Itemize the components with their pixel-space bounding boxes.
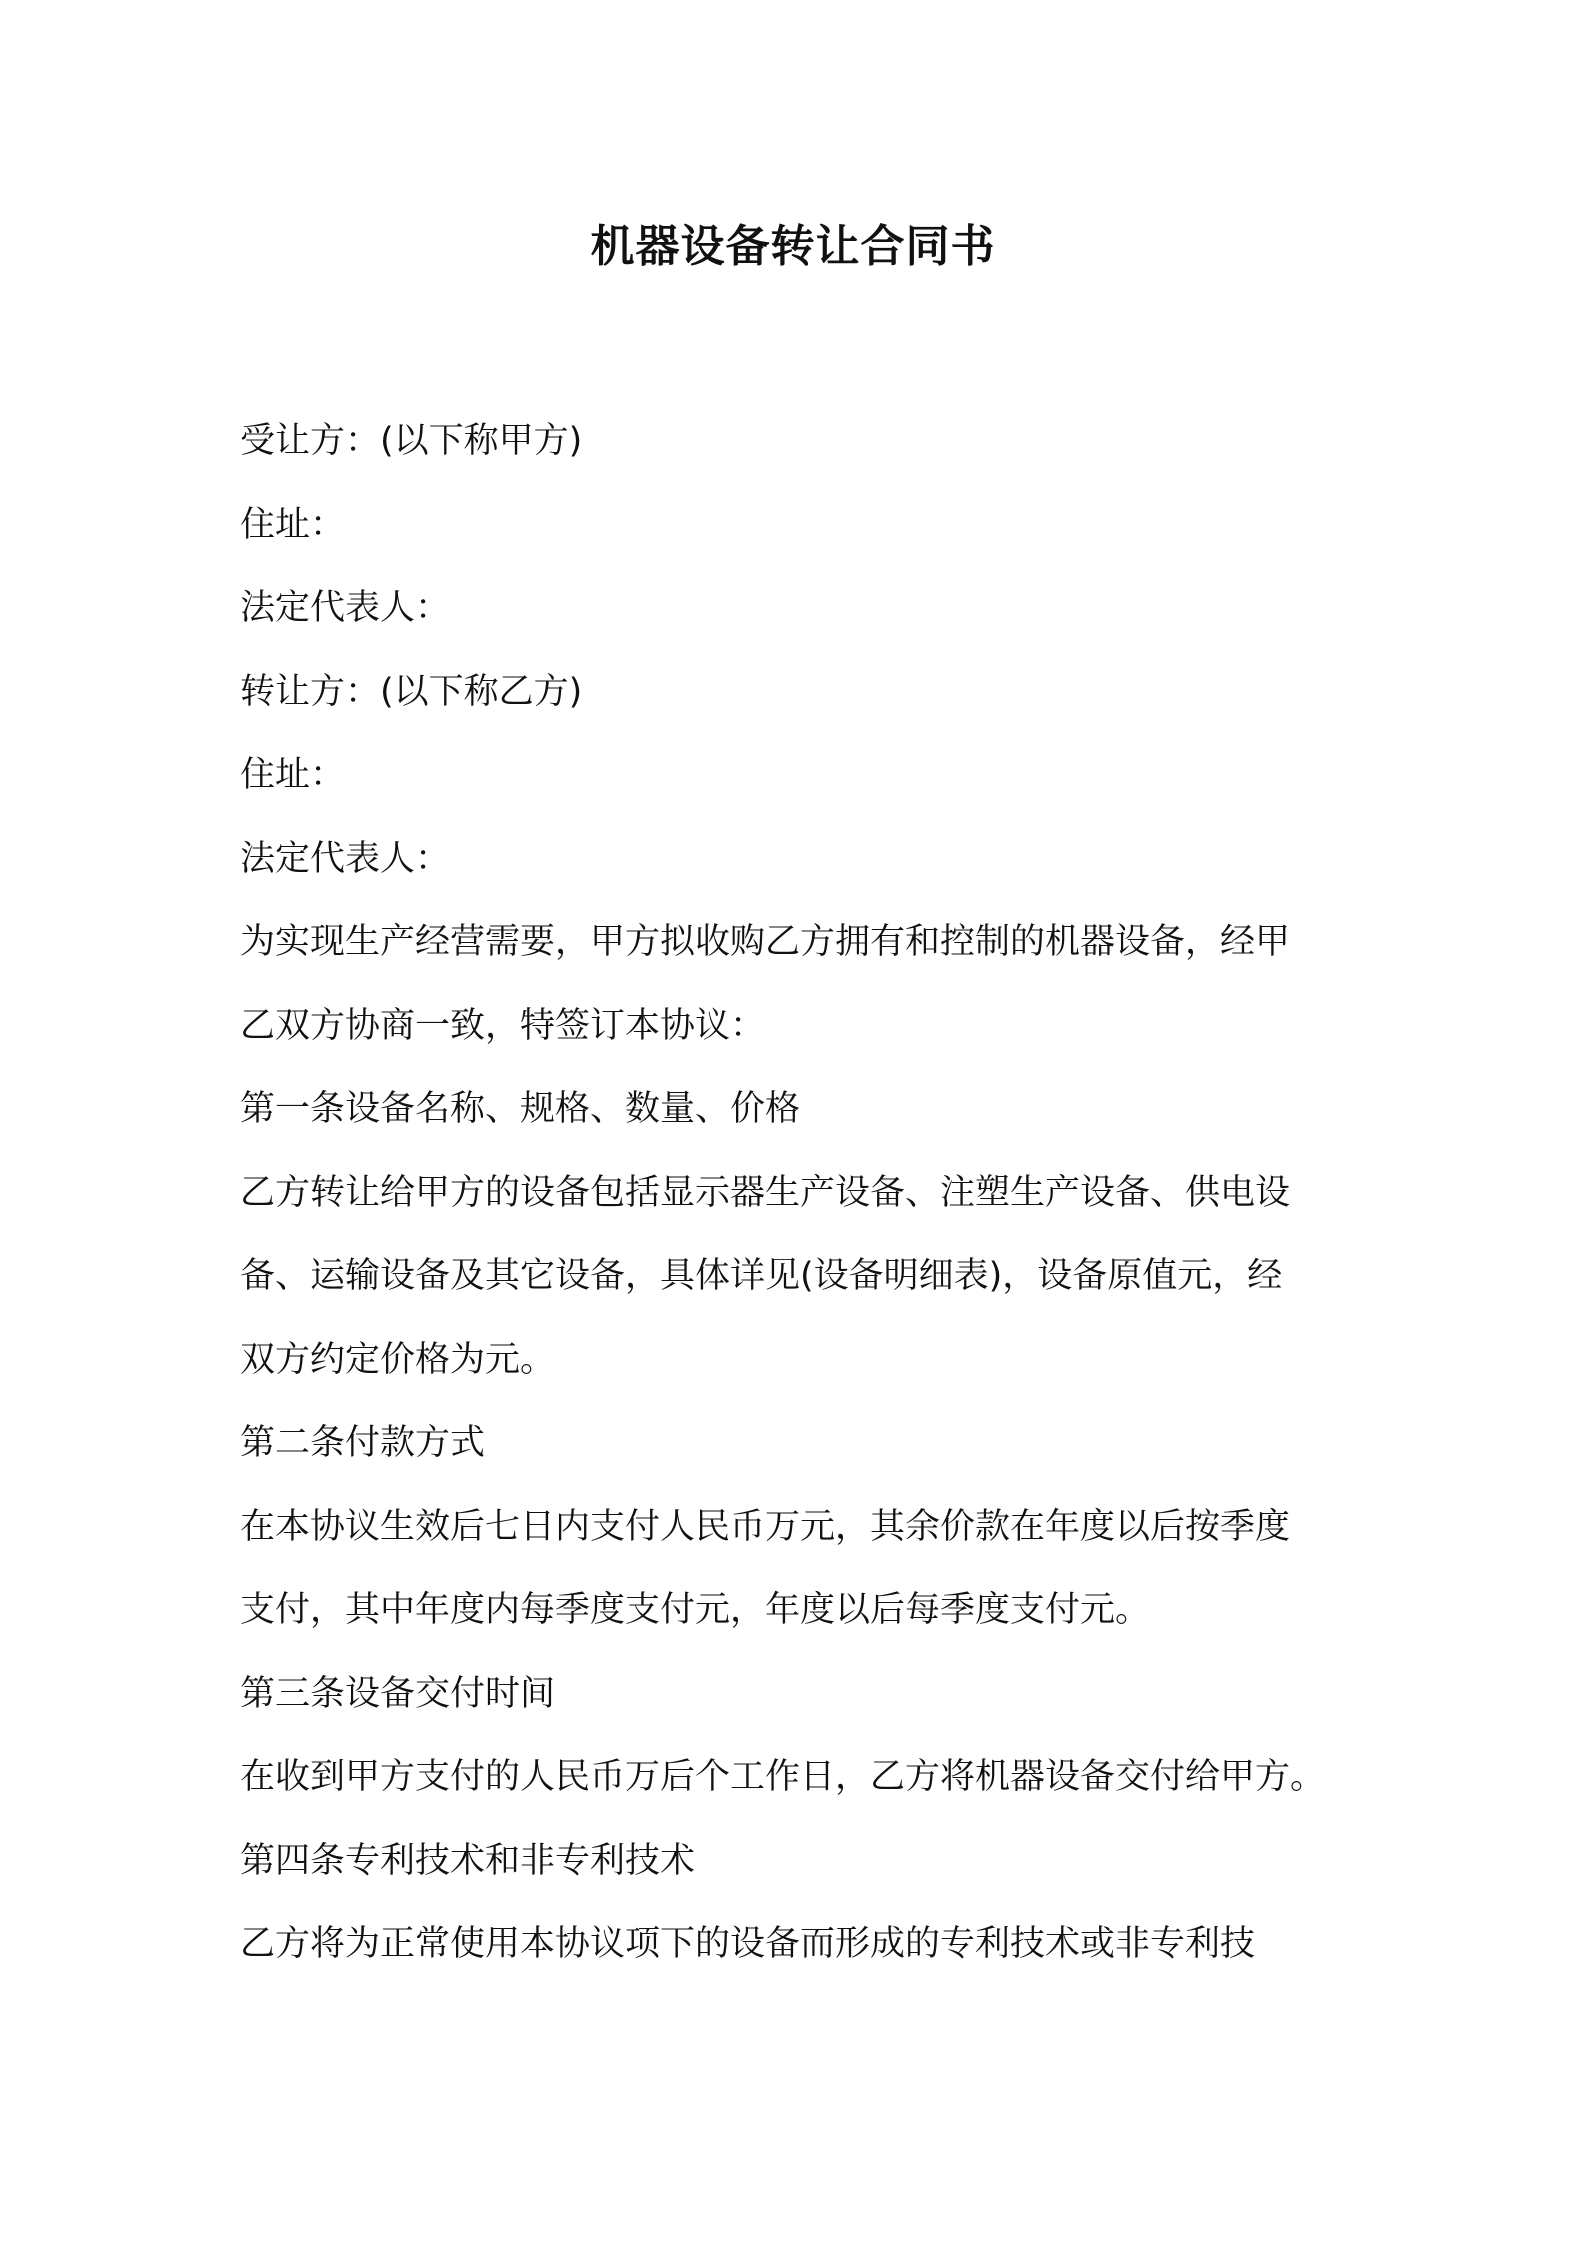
preamble-line: 乙双方协商一致，特签订本协议： [240, 1005, 766, 1046]
document-body [240, 400, 1370, 1987]
article-1-text-line: 备、运输设备及其它设备，具体详见(设备明细表)，设备原值元，经 [240, 1256, 1283, 1296]
article-1-heading: 第一条设备名称、规格、数量、价格 [240, 1089, 801, 1129]
party-a-address: 住址： [240, 504, 346, 545]
party-a-representative: 法定代表人： [240, 588, 451, 628]
preamble-line: 为实现生产经营需要，甲方拟收购乙方拥有和控制的机器设备，经甲 [240, 922, 1291, 962]
article-2-text-line: 支付，其中年度内每季度支付元，年度以后每季度支付元。 [240, 1590, 1151, 1630]
article-2-text-line: 在本协议生效后七日内支付人民币万元，其余价款在年度以后按季度 [240, 1506, 1291, 1547]
party-b-address: 住址： [240, 755, 346, 795]
article-3-heading: 第三条设备交付时间 [240, 1673, 556, 1714]
article-1-text-line: 乙方转让给甲方的设备包括显示器生产设备、注塑生产设备、供电设 [240, 1172, 1291, 1213]
article-4-heading: 第四条专利技术和非专利技术 [240, 1840, 696, 1881]
party-b-representative: 法定代表人： [240, 838, 451, 879]
article-3-text-line: 在收到甲方支付的人民币万后个工作日，乙方将机器设备交付给甲方。 [240, 1757, 1326, 1797]
article-4-text-line: 乙方将为正常使用本协议项下的设备而形成的专利技术或非专利技 [240, 1924, 1256, 1964]
article-2-heading: 第二条付款方式 [240, 1423, 486, 1463]
party-b-label: 转让方：(以下称乙方) [240, 671, 583, 712]
party-a-label: 受让方：(以下称甲方) [240, 421, 583, 461]
article-1-text-line: 双方约定价格为元。 [240, 1339, 556, 1380]
document-title: 机器设备转让合同书 [590, 221, 996, 272]
